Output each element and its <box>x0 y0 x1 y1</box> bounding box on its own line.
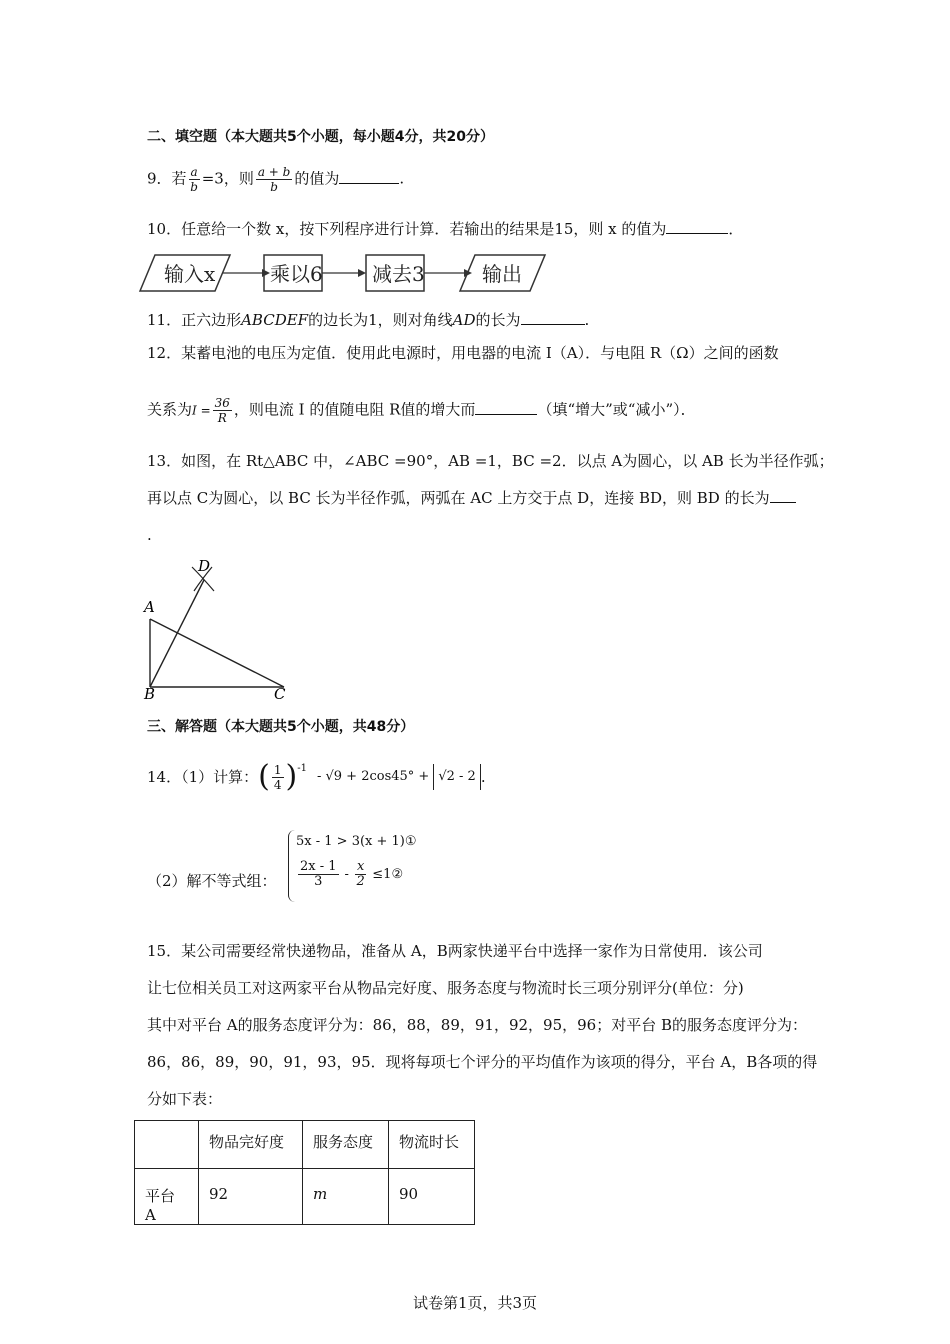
system-brace <box>288 830 295 902</box>
q10-text: 10．任意给一个数 x，按下列程序进行计算．若输出的结果是15，则 x 的值为 <box>147 220 667 238</box>
q12-formula-fraction: $\frac{36}{R}$ <box>214 396 230 425</box>
q12-formula-lhs: I = <box>192 403 211 418</box>
q9-tail: 的值为 <box>294 169 340 188</box>
q9-number: 9．若 <box>147 169 187 188</box>
section-heading-solve: 三、解答题（本大题共5个小题，共48分） <box>147 719 415 735</box>
q9-end: . <box>399 169 405 188</box>
table-cell: 平台 A <box>135 1169 199 1225</box>
q10-end: ． <box>728 220 744 238</box>
table-header-cell: 物品完好度 <box>199 1121 303 1169</box>
q12-line-2 <box>147 396 696 425</box>
q13-line-1: 13．如图，在 Rt△ABC 中，∠ABC =90°，AB =1，BC =2．以点 A为圆心，以 AB 长为半径作弧； <box>147 452 834 470</box>
q12-answer-blank <box>475 400 537 415</box>
ineq2-minus: - <box>344 867 349 882</box>
q12-text-c: （填“增大”或“减小”）． <box>537 400 696 419</box>
q15-line-3: 其中对平台 A的服务态度评分为：86，88，89，91，92，95，96；对平台 B的服务态度评分为： <box>147 1016 808 1034</box>
left-paren: ( <box>258 759 270 794</box>
q15-line-4: 86，86，89，90，91，93，95．现将每项七个评分的平均值作为该项的得分，平台 A，B各项的得 <box>147 1053 818 1071</box>
label-C: C <box>274 685 286 703</box>
segment-BD <box>150 580 204 687</box>
q13-line-3: . <box>147 526 152 544</box>
q9-equals: =3，则 <box>201 169 254 188</box>
section-heading-fill-in: 二、填空题（本大题共5个小题，每小题4分，共20分） <box>147 129 494 145</box>
q15-line-5: 分如下表： <box>147 1090 223 1108</box>
label-B: B <box>144 685 156 703</box>
q13-answer-blank <box>770 488 796 503</box>
flow-label-input: 输入x <box>164 262 216 286</box>
q10-flowchart <box>130 250 550 296</box>
question-9 <box>147 165 404 194</box>
q14-expression: - √9 + 2cos45° + <box>316 769 430 784</box>
table-header-cell: 服务态度 <box>303 1121 389 1169</box>
label-A: A <box>144 598 155 616</box>
q11-diagonal-name: AD <box>452 311 476 329</box>
ineq2-fraction-2: $\frac{x}{2}$ <box>356 859 365 889</box>
q13-line-2 <box>147 487 796 509</box>
q9-answer-blank <box>339 169 399 184</box>
q13-figure <box>138 555 298 705</box>
q13-text: 再以点 C为圆心，以 BC 长为半径作弧，两弧在 AC 上方交于点 D，连接 BD，则 BD 的长为 <box>147 489 770 507</box>
q9-fraction-a-over-b: $\frac{a}{b}$ <box>190 165 198 194</box>
q12-text-b: ，则电流 I 的值随电阻 R值的增大而 <box>233 400 476 419</box>
flow-arrowhead-1 <box>262 269 270 277</box>
q14-p1-end: . <box>480 768 486 786</box>
flow-arrowhead-2 <box>358 269 366 277</box>
ineq2-fraction-1: $\frac{2x - 1}{3}$ <box>300 859 337 889</box>
flow-label-subtract: 减去3 <box>372 262 425 286</box>
question-10 <box>147 218 743 240</box>
q14-absolute-value: √2 - 2 <box>433 764 480 790</box>
inequality-2 <box>296 860 403 889</box>
q14-p1-label: 14．（1）计算： <box>147 768 259 786</box>
q11-hexagon-name: ABCDEF <box>241 311 309 329</box>
page-footer: 试卷第1页，共3页 <box>412 1294 538 1312</box>
q10-answer-blank <box>666 219 728 234</box>
table-header-row <box>135 1121 475 1169</box>
q15-line-1: 15．某公司需要经常快递物品，准备从 A，B两家快递平台中选择一家作为日常使用．该公司 <box>147 942 763 960</box>
score-table <box>134 1120 475 1225</box>
inequality-1: 5x - 1 > 3(x + 1)① <box>296 834 417 849</box>
flow-label-multiply: 乘以6 <box>270 262 323 286</box>
q11-answer-blank <box>521 310 585 325</box>
table-row <box>135 1169 475 1225</box>
q12-line-1: 12．某蓄电池的电压为定值．使用此电源时，用电器的电流 I（A）．与电阻 R（Ω）之间的函数 <box>147 344 779 362</box>
q11-text-e: 的长为 <box>475 311 521 329</box>
segment-AC <box>150 619 284 687</box>
table-cell: 92 <box>199 1169 303 1225</box>
q14-part-1 <box>147 759 486 794</box>
q11-text-a: 11．正六边形 <box>147 311 242 329</box>
q14-fraction-one-quarter: $\frac{1}{4}$ <box>273 762 282 792</box>
table-header-cell: 物流时长 <box>389 1121 475 1169</box>
flow-label-output: 输出 <box>482 262 522 286</box>
table-header-cell <box>135 1121 199 1169</box>
q15-line-2: 让七位相关员工对这两家平台从物品完好度、服务态度与物流时长三项分别评分(单位：分) <box>147 979 744 997</box>
q11-text-c: 的边长为1，则对角线 <box>308 311 453 329</box>
right-paren: ) <box>285 759 298 794</box>
table-cell: m <box>303 1169 389 1225</box>
q14-p2-label: （2）解不等式组： <box>147 872 277 890</box>
q12-relation-label: 关系为 <box>147 400 193 419</box>
label-D: D <box>198 557 211 575</box>
table-cell: 90 <box>389 1169 475 1225</box>
ineq2-tail: ≤1② <box>372 867 404 882</box>
q11-end: . <box>584 311 590 329</box>
q14-exponent: -1 <box>297 763 307 774</box>
question-11 <box>147 309 589 331</box>
q9-fraction-sum-over-b: $\frac{a + b}{b}$ <box>257 165 291 194</box>
